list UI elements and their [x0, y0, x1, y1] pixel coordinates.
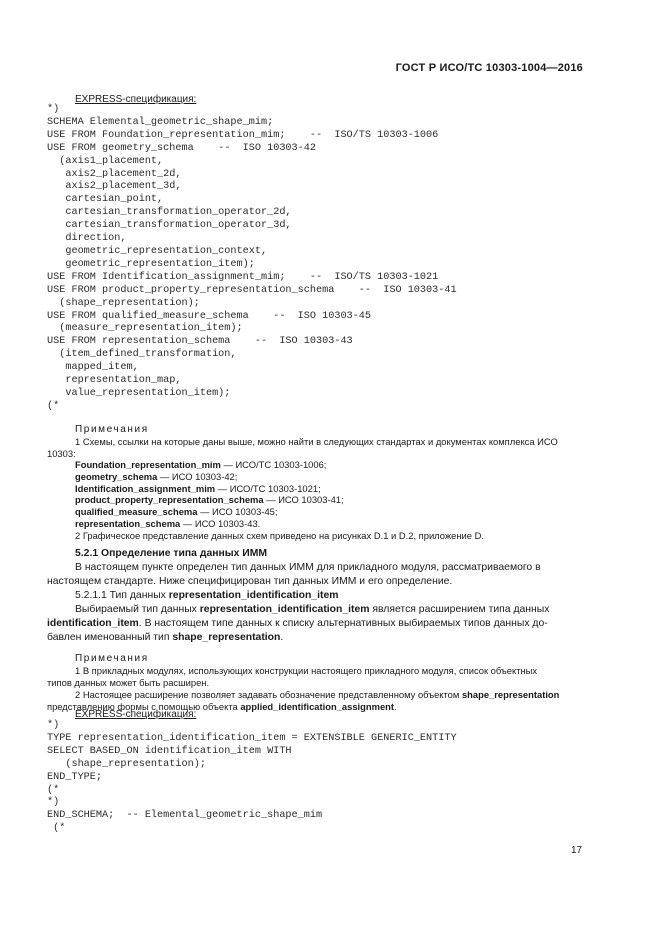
code-line: TYPE representation_identification_item = EXTENSIBLE GENERIC_ENTITY — [47, 732, 457, 744]
code-line: USE FROM representation_schema -- ISO 10303-43 — [47, 336, 353, 348]
reference-entry — [75, 471, 237, 483]
code-line: (shape_representation); — [47, 297, 200, 309]
code-line: (* — [47, 823, 66, 835]
code-line: USE FROM Identification_assignment_mim; -- ISO/TS 10303-1021 — [47, 271, 439, 283]
text-run: 2 Настоящее расширение позволяет задавать обозначение представленному объектом — [75, 689, 462, 700]
express-code-block — [47, 720, 457, 836]
reference-standard: — ИСО 10303-45; — [200, 506, 278, 517]
text-run: является расширением типа данных — [369, 604, 550, 615]
reference-standard: — ИСО 10303-41; — [266, 494, 344, 505]
text-run: бавлен именованный тип — [47, 632, 173, 643]
page-number: 17 — [571, 845, 583, 856]
code-line: (* — [47, 400, 60, 412]
paragraph-line: В настоящем пункте определен тип данных ИММ для прикладного модуля, рассматриваемого в — [75, 562, 541, 573]
text-run: . — [394, 701, 397, 712]
text-run: представлению формы с помощью объекта — [47, 701, 241, 712]
reference-entry — [75, 494, 344, 506]
note-1-text: 1 Схемы, ссылки на которые даны выше, можно найти в следующих стандартах и документах комплекса ИСО — [75, 436, 558, 447]
reference-entry — [75, 518, 260, 530]
reference-name: Identification_assignment_mim — [75, 483, 216, 494]
reference-entry — [75, 506, 277, 518]
type-name: identification_item — [47, 618, 139, 629]
note-2-text — [75, 689, 559, 701]
code-line: direction, — [47, 233, 127, 245]
code-line: USE FROM product_property_representation_schema -- ISO 10303-41 — [47, 284, 457, 296]
type-name: representation_identification_item — [199, 604, 370, 615]
code-line: *) — [47, 104, 60, 115]
code-line: representation_map, — [47, 375, 182, 387]
code-line: SELECT BASED_ON identification_item WITH — [47, 745, 292, 757]
standard-header: ГОСТ Р ИСО/ТС 10303-1004—2016 — [395, 62, 583, 74]
code-line: USE FROM qualified_measure_schema -- ISO 10303-45 — [47, 310, 372, 322]
notes-heading: Примечания — [75, 424, 149, 435]
type-name: shape_representation — [172, 632, 281, 643]
code-line: *) — [47, 720, 60, 731]
text-run: . В настоящем типе данных к списку альтернативных выбираемых типов данных до- — [138, 618, 548, 629]
code-line: (shape_representation); — [47, 758, 206, 770]
subsection-prefix: 5.2.1.1 Тип данных — [75, 590, 169, 601]
express-spec-heading: EXPRESS-спецификация: — [75, 709, 197, 720]
paragraph-line — [47, 632, 283, 643]
code-line: axis2_placement_3d, — [47, 181, 182, 193]
code-line: (item_defined_transformation, — [47, 349, 237, 361]
subsection-type-name: representation_identification_item — [168, 590, 339, 601]
code-line: axis2_placement_2d, — [47, 168, 182, 180]
code-line: (* — [47, 784, 60, 796]
note-1-continuation: типов данных может быть расширен. — [47, 677, 210, 688]
paragraph-line: настоящем стандарте. Ниже специфицирован тип данных ИММ и его определение. — [47, 576, 453, 587]
reference-standard: — ИСО/ТС 10303-1021; — [217, 483, 321, 494]
type-name: applied_identification_assignment — [240, 701, 395, 712]
code-line: (measure_representation_item); — [47, 323, 243, 335]
type-name: shape_representation — [461, 689, 560, 700]
code-line: USE FROM geometry_schema -- ISO 10303-42 — [47, 142, 316, 154]
reference-standard: — ИСО 10303-42; — [159, 471, 238, 482]
text-run: Выбираемый тип данных — [75, 604, 200, 615]
code-line: END_SCHEMA; -- Elemental_geometric_shape_mim — [47, 810, 323, 822]
code-line: geometric_representation_context, — [47, 245, 268, 257]
note-1-text: 1 В прикладных модулях, использующих конструкции настоящего прикладного модуля, список объектных — [75, 665, 538, 676]
text-run: . — [280, 632, 284, 643]
paragraph-line — [75, 604, 549, 615]
section-title: 5.2.1 Определение типа данных ИММ — [75, 548, 268, 559]
code-line: value_representation_item); — [47, 387, 231, 399]
code-line: cartesian_point, — [47, 194, 164, 206]
reference-name: product_property_representation_schema — [75, 494, 264, 505]
code-line: cartesian_transformation_operator_3d, — [47, 220, 292, 232]
code-line: END_TYPE; — [47, 771, 103, 783]
reference-standard: — ИСО 10303-43. — [182, 518, 261, 529]
notes-heading: Примечания — [75, 653, 149, 664]
subsection-title — [75, 590, 339, 601]
reference-entry — [75, 459, 326, 471]
note-2-text: 2 Графическое представление данных схем приведено на рисунках D.1 и D.2, приложение D. — [75, 530, 484, 541]
code-line: SCHEMA Elemental_geometric_shape_mim; — [47, 116, 274, 128]
code-line: *) — [47, 797, 60, 809]
note-1-continuation: 10303: — [47, 448, 76, 459]
code-line: mapped_item, — [47, 362, 139, 374]
reference-name: representation_schema — [75, 518, 181, 529]
code-line: cartesian_transformation_operator_2d, — [47, 207, 292, 219]
reference-name: Foundation_representation_mim — [75, 459, 221, 470]
reference-standard: — ИСО/ТС 10303-1006; — [223, 459, 327, 470]
code-line: (axis1_placement, — [47, 155, 164, 167]
code-line: USE FROM Foundation_representation_mim; -- ISO/TS 10303-1006 — [47, 129, 439, 141]
code-line: geometric_representation_item); — [47, 258, 255, 270]
express-spec-heading: EXPRESS-спецификация: — [75, 94, 197, 105]
reference-name: geometry_schema — [75, 471, 158, 482]
express-code-block — [47, 104, 457, 414]
paragraph-line — [47, 618, 548, 629]
reference-name: qualified_measure_schema — [75, 506, 198, 517]
